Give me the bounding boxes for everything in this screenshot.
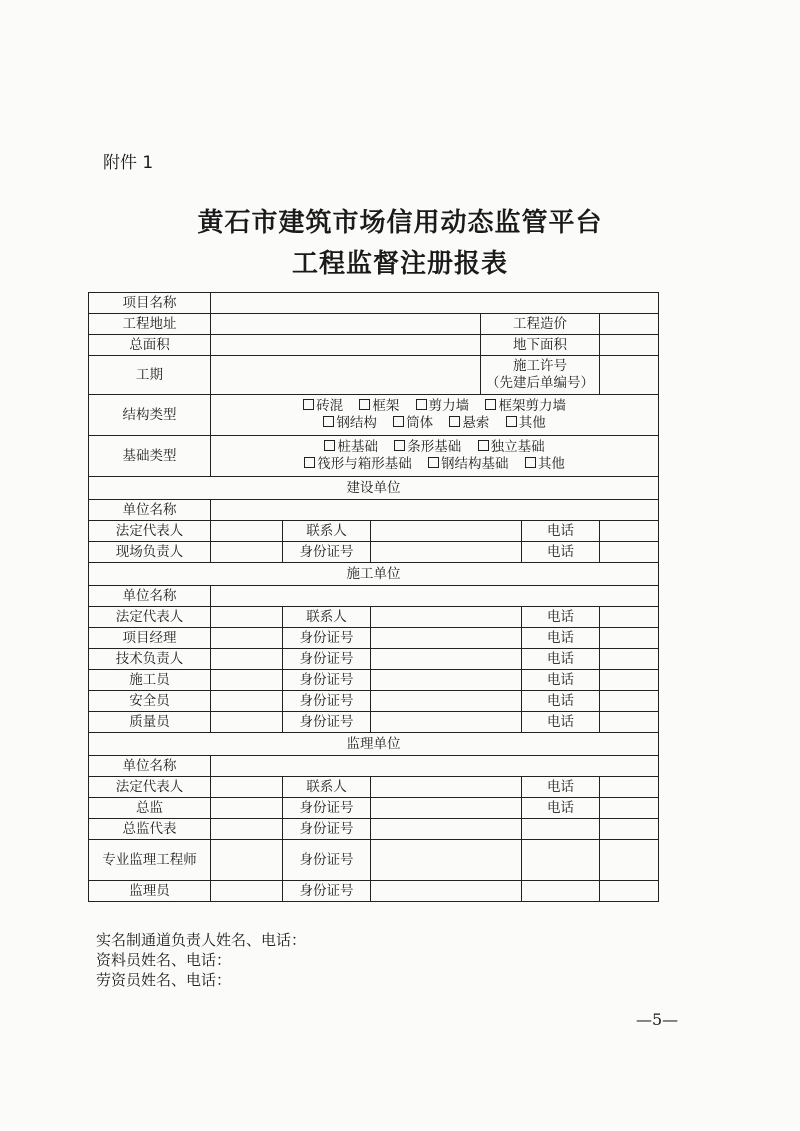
legal-rep-label: 法定代表人 bbox=[89, 607, 211, 628]
structure-option[interactable]: 筒体 bbox=[393, 415, 433, 431]
foundation-option[interactable]: 桩基础 bbox=[324, 439, 378, 455]
foundation-options bbox=[211, 436, 659, 477]
row-unit-name bbox=[89, 586, 659, 607]
id-label: 身份证号 bbox=[283, 670, 371, 691]
checkbox-icon bbox=[478, 440, 489, 451]
footer-line: 劳资员姓名、电话： bbox=[96, 971, 232, 989]
contact-field[interactable] bbox=[371, 521, 522, 542]
row-role bbox=[89, 691, 659, 712]
row-site-leader bbox=[89, 542, 659, 563]
total-area-field[interactable] bbox=[211, 335, 481, 356]
checkbox-icon bbox=[506, 416, 517, 427]
phone-label: 电话 bbox=[522, 607, 600, 628]
row-section-header bbox=[89, 563, 659, 586]
id-field[interactable] bbox=[371, 819, 522, 840]
contact-label: 联系人 bbox=[283, 607, 371, 628]
role-label: 质量员 bbox=[89, 712, 211, 733]
registration-form bbox=[88, 292, 659, 902]
row-project-name bbox=[89, 293, 659, 314]
name-field[interactable] bbox=[211, 840, 283, 881]
phone-field[interactable] bbox=[600, 798, 659, 819]
permit-label-line2: （先建后单编号） bbox=[486, 375, 594, 391]
page-subtitle: 工程监督注册报表 bbox=[291, 249, 508, 279]
id-field[interactable] bbox=[371, 542, 522, 563]
row-role bbox=[89, 649, 659, 670]
legal-rep-label: 法定代表人 bbox=[89, 777, 211, 798]
attachment-label: 附件 1 bbox=[103, 153, 154, 173]
name-field[interactable] bbox=[211, 819, 283, 840]
name-field[interactable] bbox=[211, 628, 283, 649]
project-address-label: 工程地址 bbox=[89, 314, 211, 335]
checkbox-icon bbox=[449, 416, 460, 427]
row-foundation-type bbox=[89, 436, 659, 477]
structure-option[interactable]: 砖混 bbox=[303, 398, 343, 414]
phone-label: 电话 bbox=[522, 628, 600, 649]
permit-label bbox=[481, 356, 600, 395]
phone-field[interactable] bbox=[600, 670, 659, 691]
phone-field[interactable] bbox=[600, 777, 659, 798]
row-section-header bbox=[89, 477, 659, 500]
role-label: 专业监理工程师 bbox=[89, 840, 211, 881]
id-field[interactable] bbox=[371, 628, 522, 649]
blank-cell[interactable] bbox=[600, 881, 659, 902]
name-field[interactable] bbox=[211, 691, 283, 712]
checkbox-icon bbox=[428, 457, 439, 468]
foundation-type-label: 基础类型 bbox=[89, 436, 211, 477]
checkbox-icon bbox=[304, 457, 315, 468]
period-field[interactable] bbox=[211, 356, 481, 395]
row-legal-rep bbox=[89, 607, 659, 628]
phone-field[interactable] bbox=[600, 649, 659, 670]
id-label: 身份证号 bbox=[283, 712, 371, 733]
id-field[interactable] bbox=[371, 840, 522, 881]
name-field[interactable] bbox=[211, 712, 283, 733]
id-field[interactable] bbox=[371, 670, 522, 691]
row-unit-name bbox=[89, 756, 659, 777]
period-label: 工期 bbox=[89, 356, 211, 395]
underground-area-field[interactable] bbox=[600, 335, 659, 356]
name-field[interactable] bbox=[211, 798, 283, 819]
footer-notes bbox=[96, 930, 306, 990]
name-field[interactable] bbox=[211, 542, 283, 563]
structure-option[interactable]: 其他 bbox=[506, 415, 546, 431]
legal-rep-field[interactable] bbox=[211, 607, 283, 628]
underground-area-label: 地下面积 bbox=[481, 335, 600, 356]
id-field[interactable] bbox=[371, 691, 522, 712]
id-label: 身份证号 bbox=[283, 649, 371, 670]
role-label: 技术负责人 bbox=[89, 649, 211, 670]
id-field[interactable] bbox=[371, 712, 522, 733]
phone-field[interactable] bbox=[600, 521, 659, 542]
structure-option[interactable]: 剪力墙 bbox=[416, 398, 470, 414]
checkbox-icon bbox=[324, 440, 335, 451]
project-name-field[interactable] bbox=[211, 293, 659, 314]
structure-type-label: 结构类型 bbox=[89, 395, 211, 436]
blank-cell[interactable] bbox=[522, 840, 600, 881]
page-title: 黄石市建筑市场信用动态监管平台 bbox=[197, 208, 603, 238]
id-label: 身份证号 bbox=[283, 798, 371, 819]
phone-field[interactable] bbox=[600, 607, 659, 628]
foundation-option[interactable]: 条形基础 bbox=[394, 439, 461, 455]
row-role bbox=[89, 712, 659, 733]
structure-option[interactable]: 钢结构 bbox=[323, 415, 377, 431]
phone-field[interactable] bbox=[600, 691, 659, 712]
foundation-option[interactable]: 筏形与箱形基础 bbox=[304, 456, 412, 472]
unit-name-label: 单位名称 bbox=[89, 500, 211, 521]
name-field[interactable] bbox=[211, 670, 283, 691]
row-role bbox=[89, 819, 659, 840]
unit-name-field[interactable] bbox=[211, 500, 659, 521]
checkbox-icon bbox=[416, 399, 427, 410]
permit-label-line1: 施工许号 bbox=[513, 358, 567, 374]
row-unit-name bbox=[89, 500, 659, 521]
phone-label: 电话 bbox=[522, 542, 600, 563]
legal-rep-label: 法定代表人 bbox=[89, 521, 211, 542]
blank-cell[interactable] bbox=[522, 881, 600, 902]
project-name-label: 项目名称 bbox=[89, 293, 211, 314]
total-area-label: 总面积 bbox=[89, 335, 211, 356]
role-label: 监理员 bbox=[89, 881, 211, 902]
row-role bbox=[89, 840, 659, 881]
checkbox-icon bbox=[393, 416, 404, 427]
row-area bbox=[89, 335, 659, 356]
row-role bbox=[89, 670, 659, 691]
row-role bbox=[89, 881, 659, 902]
structure-option[interactable]: 悬索 bbox=[449, 415, 489, 431]
checkbox-icon bbox=[303, 399, 314, 410]
id-field[interactable] bbox=[371, 798, 522, 819]
contact-label: 联系人 bbox=[283, 777, 371, 798]
id-label: 身份证号 bbox=[283, 691, 371, 712]
phone-field[interactable] bbox=[600, 542, 659, 563]
row-section-header bbox=[89, 733, 659, 756]
site-leader-label: 现场负责人 bbox=[89, 542, 211, 563]
row-role bbox=[89, 798, 659, 819]
blank-cell[interactable] bbox=[600, 819, 659, 840]
structure-option[interactable]: 框架剪力墙 bbox=[485, 398, 566, 414]
id-label: 身份证号 bbox=[283, 628, 371, 649]
footer-line: 资料员姓名、电话： bbox=[96, 951, 232, 969]
phone-label: 电话 bbox=[522, 670, 600, 691]
contact-field[interactable] bbox=[371, 777, 522, 798]
phone-label: 电话 bbox=[522, 521, 600, 542]
phone-field[interactable] bbox=[600, 628, 659, 649]
structure-option[interactable]: 框架 bbox=[359, 398, 399, 414]
section-header-supervision: 监理单位 bbox=[89, 733, 659, 756]
role-label: 安全员 bbox=[89, 691, 211, 712]
unit-name-field[interactable] bbox=[211, 756, 659, 777]
foundation-option[interactable]: 其他 bbox=[525, 456, 565, 472]
page-number: —5— bbox=[636, 1010, 679, 1029]
checkbox-icon bbox=[323, 416, 334, 427]
id-label: 身份证号 bbox=[283, 881, 371, 902]
role-label: 总监 bbox=[89, 798, 211, 819]
row-structure-type bbox=[89, 395, 659, 436]
unit-name-label: 单位名称 bbox=[89, 756, 211, 777]
role-label: 项目经理 bbox=[89, 628, 211, 649]
legal-rep-field[interactable] bbox=[211, 777, 283, 798]
phone-label: 电话 bbox=[522, 798, 600, 819]
role-label: 施工员 bbox=[89, 670, 211, 691]
name-field[interactable] bbox=[211, 881, 283, 902]
unit-name-label: 单位名称 bbox=[89, 586, 211, 607]
foundation-option[interactable]: 钢结构基础 bbox=[428, 456, 509, 472]
phone-label: 电话 bbox=[522, 649, 600, 670]
checkbox-icon bbox=[359, 399, 370, 410]
row-legal-rep bbox=[89, 521, 659, 542]
contact-field[interactable] bbox=[371, 607, 522, 628]
project-cost-field[interactable] bbox=[600, 314, 659, 335]
phone-label: 电话 bbox=[522, 712, 600, 733]
footer-line: 实名制通道负责人姓名、电话： bbox=[96, 931, 307, 949]
permit-field[interactable] bbox=[600, 356, 659, 395]
legal-rep-field[interactable] bbox=[211, 521, 283, 542]
row-project-address bbox=[89, 314, 659, 335]
section-header-builder: 施工单位 bbox=[89, 563, 659, 586]
section-header-construction: 建设单位 bbox=[89, 477, 659, 500]
phone-field[interactable] bbox=[600, 712, 659, 733]
id-label: 身份证号 bbox=[283, 840, 371, 881]
unit-name-field[interactable] bbox=[211, 586, 659, 607]
project-cost-label: 工程造价 bbox=[481, 314, 600, 335]
role-label: 总监代表 bbox=[89, 819, 211, 840]
id-label: 身份证号 bbox=[283, 819, 371, 840]
checkbox-icon bbox=[485, 399, 496, 410]
row-role bbox=[89, 628, 659, 649]
checkbox-icon bbox=[394, 440, 405, 451]
blank-cell[interactable] bbox=[522, 819, 600, 840]
row-legal-rep bbox=[89, 777, 659, 798]
blank-cell[interactable] bbox=[600, 840, 659, 881]
project-address-field[interactable] bbox=[211, 314, 481, 335]
structure-options bbox=[211, 395, 659, 436]
contact-label: 联系人 bbox=[283, 521, 371, 542]
name-field[interactable] bbox=[211, 649, 283, 670]
id-field[interactable] bbox=[371, 649, 522, 670]
id-field[interactable] bbox=[371, 881, 522, 902]
foundation-option[interactable]: 独立基础 bbox=[478, 439, 545, 455]
checkbox-icon bbox=[525, 457, 536, 468]
phone-label: 电话 bbox=[522, 777, 600, 798]
row-period bbox=[89, 356, 659, 395]
id-label: 身份证号 bbox=[283, 542, 371, 563]
phone-label: 电话 bbox=[522, 691, 600, 712]
